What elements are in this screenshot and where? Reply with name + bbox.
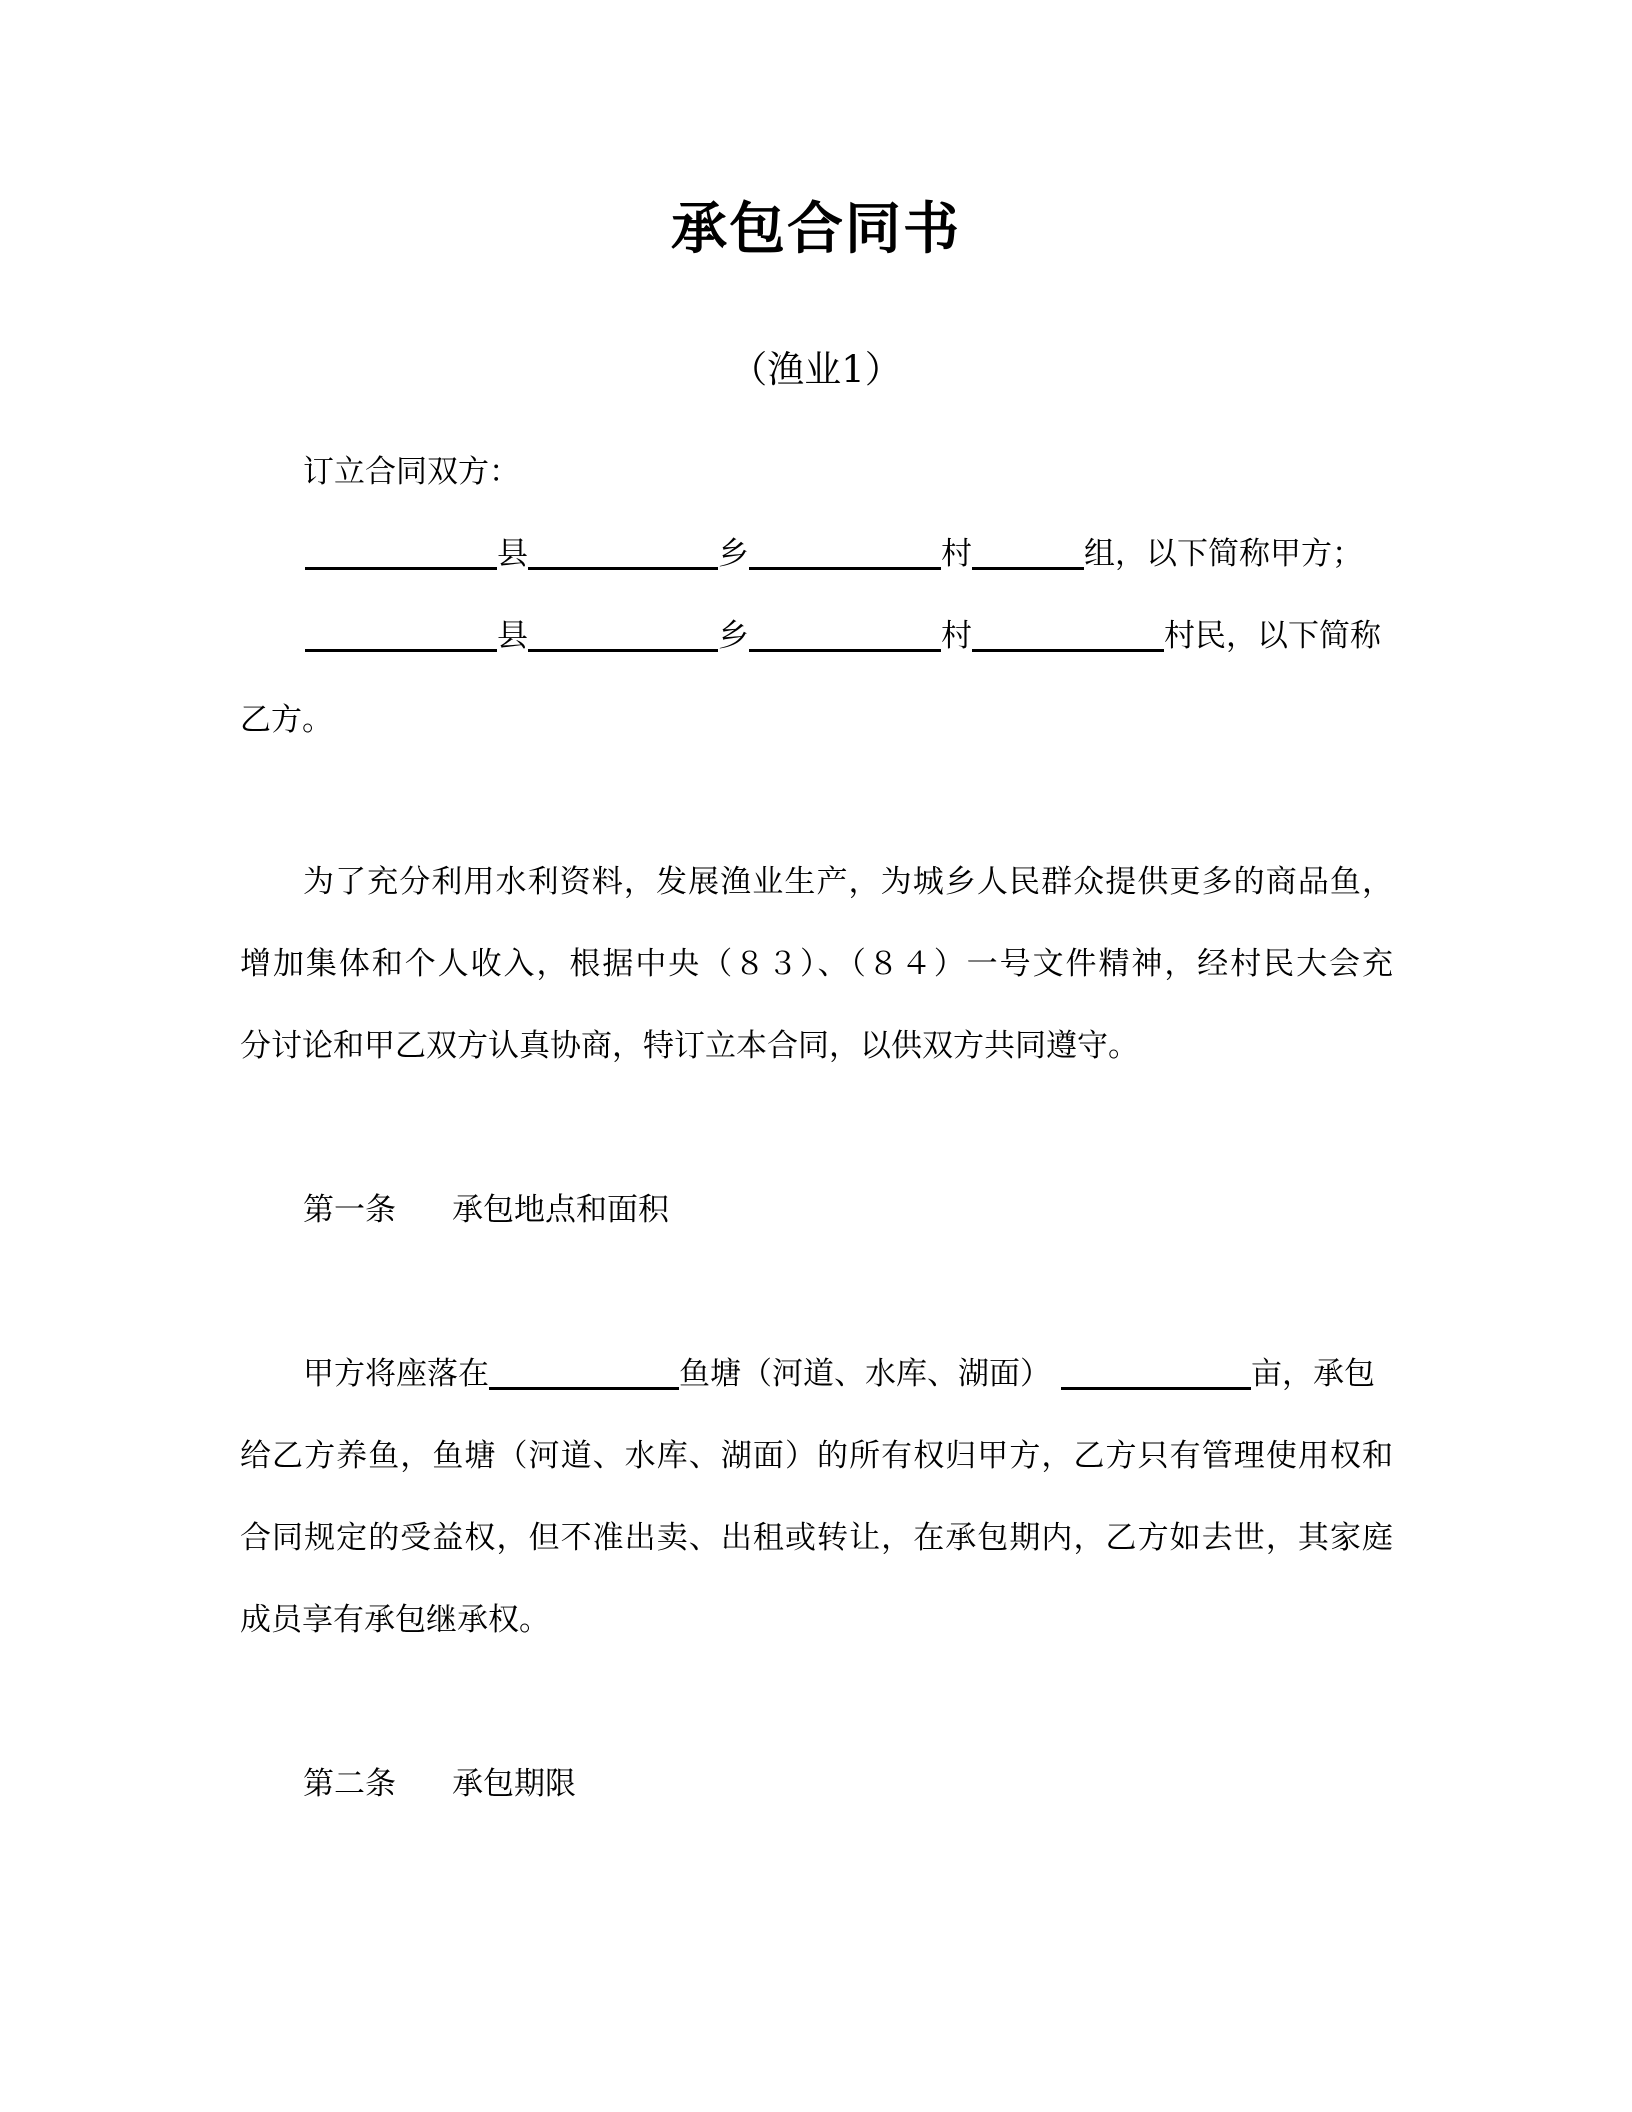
party-a-group-blank[interactable]: [972, 537, 1084, 570]
party-b-name-blank[interactable]: [972, 619, 1164, 652]
article-1-line-1: [303, 1354, 1393, 1394]
party-a-county-label: 县: [497, 536, 528, 572]
parties-intro: 订立合同双方：: [303, 454, 520, 490]
article-2-number: 第二条: [303, 1766, 396, 1802]
document-title: 承包合同书: [671, 197, 961, 262]
article-1-line-3: 合同规定的受益权，但不准出卖、出租或转让，在承包期内，乙方如去世，其家庭: [240, 1520, 1393, 1556]
party-b-township-label: 乡: [718, 618, 749, 654]
party-a-group-label: 组，以下简称甲方；: [1084, 536, 1363, 572]
document-subtitle: （渔业1）: [730, 348, 902, 391]
article-1-number: 第一条: [303, 1192, 396, 1228]
party-b-villager-label: 村民，以下简称: [1164, 618, 1381, 654]
party-a-village-blank[interactable]: [749, 537, 941, 570]
preamble-line-1: 为了充分利用水利资料，发展渔业生产，为城乡人民群众提供更多的商品鱼，: [303, 864, 1393, 900]
article-1-text-b: 鱼塘（河道、水库、湖面）: [679, 1356, 1051, 1392]
article-1-line-2: 给乙方养鱼，鱼塘（河道、水库、湖面）的所有权归甲方，乙方只有管理使用权和: [240, 1438, 1393, 1474]
party-b-village-blank[interactable]: [749, 619, 941, 652]
article-2-title: 承包期限: [452, 1766, 576, 1802]
party-a-village-label: 村: [941, 536, 972, 572]
article-1-title: 承包地点和面积: [452, 1192, 669, 1228]
preamble-line-2: 增加集体和个人收入，根据中央（８３）、（８４）一号文件精神，经村民大会充: [240, 946, 1393, 982]
party-a-line: [305, 534, 1455, 574]
article-1-text-c: 亩，承包: [1251, 1356, 1375, 1392]
party-b-village-label: 村: [941, 618, 972, 654]
article-1-line-4: 成员享有承包继承权。: [240, 1602, 550, 1638]
area-blank[interactable]: [1061, 1357, 1251, 1390]
party-b-continuation: 乙方。: [240, 702, 333, 738]
location-blank[interactable]: [489, 1357, 679, 1390]
party-b-township-blank[interactable]: [528, 619, 718, 652]
party-b-line: [305, 616, 1455, 656]
party-b-county-blank[interactable]: [305, 619, 497, 652]
preamble-line-3: 分讨论和甲乙双方认真协商，特订立本合同，以供双方共同遵守。: [240, 1028, 1139, 1064]
party-b-county-label: 县: [497, 618, 528, 654]
article-1-text-a: 甲方将座落在: [303, 1356, 489, 1392]
article-2-heading: [303, 1764, 1393, 1804]
party-a-township-label: 乡: [718, 536, 749, 572]
party-a-county-blank[interactable]: [305, 537, 497, 570]
party-a-township-blank[interactable]: [528, 537, 718, 570]
article-1-heading: [303, 1190, 1393, 1230]
